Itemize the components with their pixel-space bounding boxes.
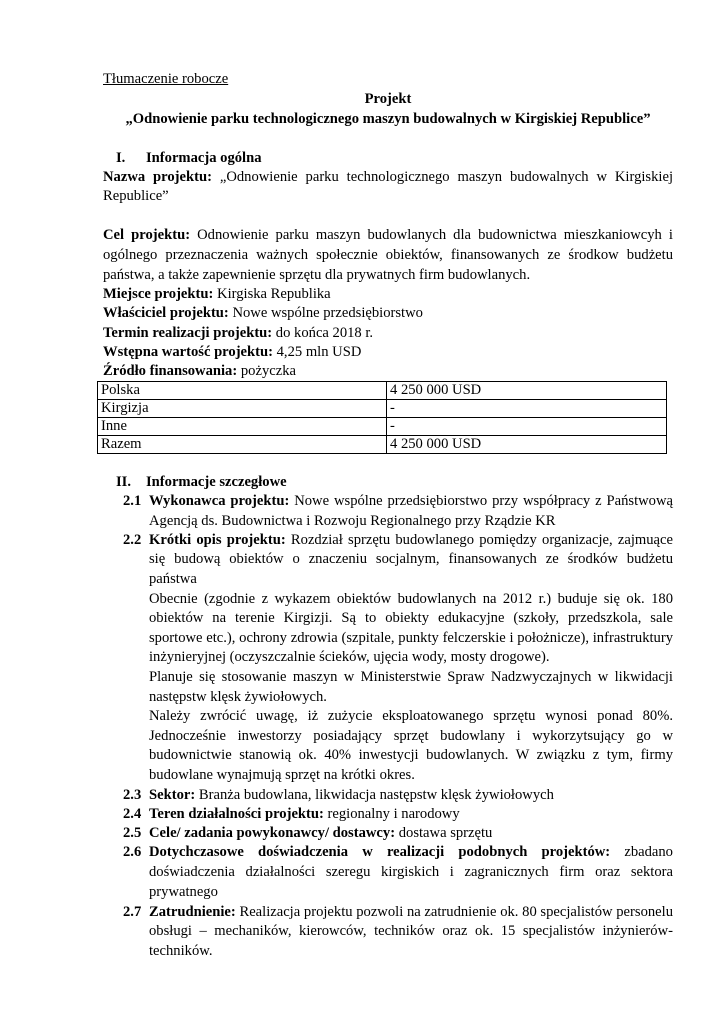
- table-cell-name: Kirgizja: [98, 400, 387, 418]
- item-label: Zatrudnienie:: [149, 903, 236, 920]
- field-project-deadline: [103, 324, 673, 343]
- section-2-title: Informacje szczegłowe: [146, 474, 287, 491]
- field-project-location: [103, 285, 673, 304]
- detail-item: [103, 843, 673, 902]
- document-page: [103, 70, 673, 962]
- item-label: Dotychczasowe doświadczenia w realizacji podobnych projektów:: [149, 844, 611, 861]
- detail-item: [103, 903, 673, 962]
- table-cell-value: 4 250 000 USD: [387, 436, 667, 454]
- field-label: Wstępna wartość projektu:: [103, 343, 273, 360]
- table-cell-name: Razem: [98, 436, 387, 454]
- section-1-heading: [116, 149, 673, 168]
- item-number: 2.6: [123, 844, 142, 861]
- table-row: [98, 436, 667, 454]
- field-value: „Odnowienie parku technologicznego maszyn budowalnych w Kirgiskiej Republice”: [103, 168, 673, 205]
- table-cell-value: -: [387, 400, 667, 418]
- table-row: [98, 418, 667, 436]
- detail-item: [103, 786, 673, 805]
- section-1-title: Informacja ogólna: [146, 149, 262, 166]
- item-value: Branża budowlana, likwidacja następstw klęsk żywiołowych: [195, 786, 554, 803]
- detail-item: [103, 531, 673, 786]
- item-number: 2.4: [123, 805, 142, 822]
- field-project-value: [103, 343, 673, 362]
- table-cell-value: 4 250 000 USD: [387, 382, 667, 400]
- field-value: Kirgiska Republika: [213, 286, 331, 303]
- table-cell-value: -: [387, 418, 667, 436]
- table-cell-name: Inne: [98, 418, 387, 436]
- item-number: 2.7: [123, 903, 142, 920]
- item-number: 2.1: [123, 493, 142, 510]
- field-value: do końca 2018 r.: [272, 324, 374, 341]
- financing-table: [97, 381, 667, 454]
- section-2-number: II.: [116, 474, 132, 491]
- section-1-number: I.: [116, 149, 126, 166]
- item-label: Cele/ zadania powykonawcy/ dostawcy:: [149, 824, 396, 841]
- item-label: Sektor:: [149, 786, 196, 803]
- item-paragraph: Należy zwrócić uwagę, iż zużycie eksploatowanego sprzętu wynosi ponad 80%. Jednocześnie inwestorzy posiadający sprzęt budowlany i wykorzytsujący go w budownictwie stanowią ok. 40% inwestycji budowlanych. W związku z tym, firmy budowlane wynajmują sprzęt na krótki okres.: [149, 708, 673, 783]
- item-value: Realizacja projektu pozwoli na zatrudnienie ok. 80 specjalistów personelu obsługi – mechaników, kierowców, techników oraz ok. 15 specjalistów inżynierów-techników.: [149, 903, 673, 960]
- item-paragraph: Obecnie (zgodnie z wykazem obiektów budowlanych na 2012 r.) buduje się ok. 180 obiektów na terenie Kirgizji. Są to obiekty edukacyjne (szkoły, przedszkola, sale sportowe etc.), ochrony zdrowia (szpitale, punkty felczerskie i położnicze), infrastruktury inżynieryjnej (oczyszczalnie ścieków, ujęcia wody, mosty drogowe).: [149, 590, 673, 666]
- table-row: [98, 382, 667, 400]
- field-financing-source: [103, 362, 673, 381]
- field-label: Właściciel projektu:: [103, 305, 229, 322]
- item-value: regionalny i narodowy: [323, 805, 460, 822]
- item-value: Nowe wspólne przedsiębiorstwo przy współpracy z Państwową Agencją ds. Budownictwa i Rozwoju Regionalnego przy Rządzie KR: [149, 493, 673, 529]
- item-number: 2.3: [123, 786, 142, 803]
- field-label: Cel projektu:: [103, 227, 191, 244]
- field-value: Nowe wspólne przedsiębiorstwo: [228, 305, 423, 322]
- section-2-heading: [116, 473, 673, 492]
- field-value: pożyczka: [237, 363, 296, 380]
- draft-label: Tłumaczenie robocze: [103, 71, 229, 87]
- detail-item: [103, 805, 673, 824]
- field-project-goal: [103, 225, 673, 285]
- item-value: Rozdział sprzętu budowlanego pomiędzy organizacje, zajmuące się budową obiektów o znaczeniu socjalnym, finansowanych ze środków budżetu państwa: [149, 531, 673, 588]
- table-row: [98, 400, 667, 418]
- item-value: dostawa sprzętu: [395, 824, 493, 841]
- field-label: Źródło finansowania:: [103, 363, 238, 380]
- item-label: Krótki opis projektu:: [149, 531, 286, 548]
- field-label: Termin realizacji projektu:: [103, 324, 273, 341]
- detail-item: [103, 492, 673, 530]
- detail-item: [103, 824, 673, 843]
- item-number: 2.2: [123, 531, 142, 548]
- field-value: Odnowienie parku maszyn budowlanych dla budownictwa mieszkaniowcyh i ogólnego przeznaczenia ważnych społecznie obiektów, finansowanych ze środkow budżetu państwa, a także zapewnienie sprzętu dla prywatnych firm budowlanych.: [103, 227, 673, 284]
- project-label: Projekt: [364, 91, 412, 108]
- item-label: Teren działalności projektu:: [149, 805, 324, 822]
- project-title: „Odnowienie parku technologicznego maszyn budowalnych w Kirgiskiej Republice”: [125, 111, 651, 128]
- table-cell-name: Polska: [98, 382, 387, 400]
- field-label: Miejsce projektu:: [103, 286, 214, 303]
- field-project-owner: [103, 304, 673, 323]
- item-number: 2.5: [123, 824, 142, 841]
- item-label: Wykonawca projektu:: [149, 493, 290, 510]
- field-value: 4,25 mln USD: [272, 343, 362, 360]
- field-project-name: [103, 168, 673, 206]
- item-paragraph: Planuje się stosowanie maszyn w Ministerstwie Spraw Nadzwyczajnych w likwidacji następstw klęsk żywiołowych.: [149, 669, 673, 705]
- item-value: zbadano doświadczenia działalności szeregu kirgiskich i zagranicznych firm oraz sektora prywatnego: [149, 844, 673, 900]
- field-label: Nazwa projektu:: [103, 168, 212, 185]
